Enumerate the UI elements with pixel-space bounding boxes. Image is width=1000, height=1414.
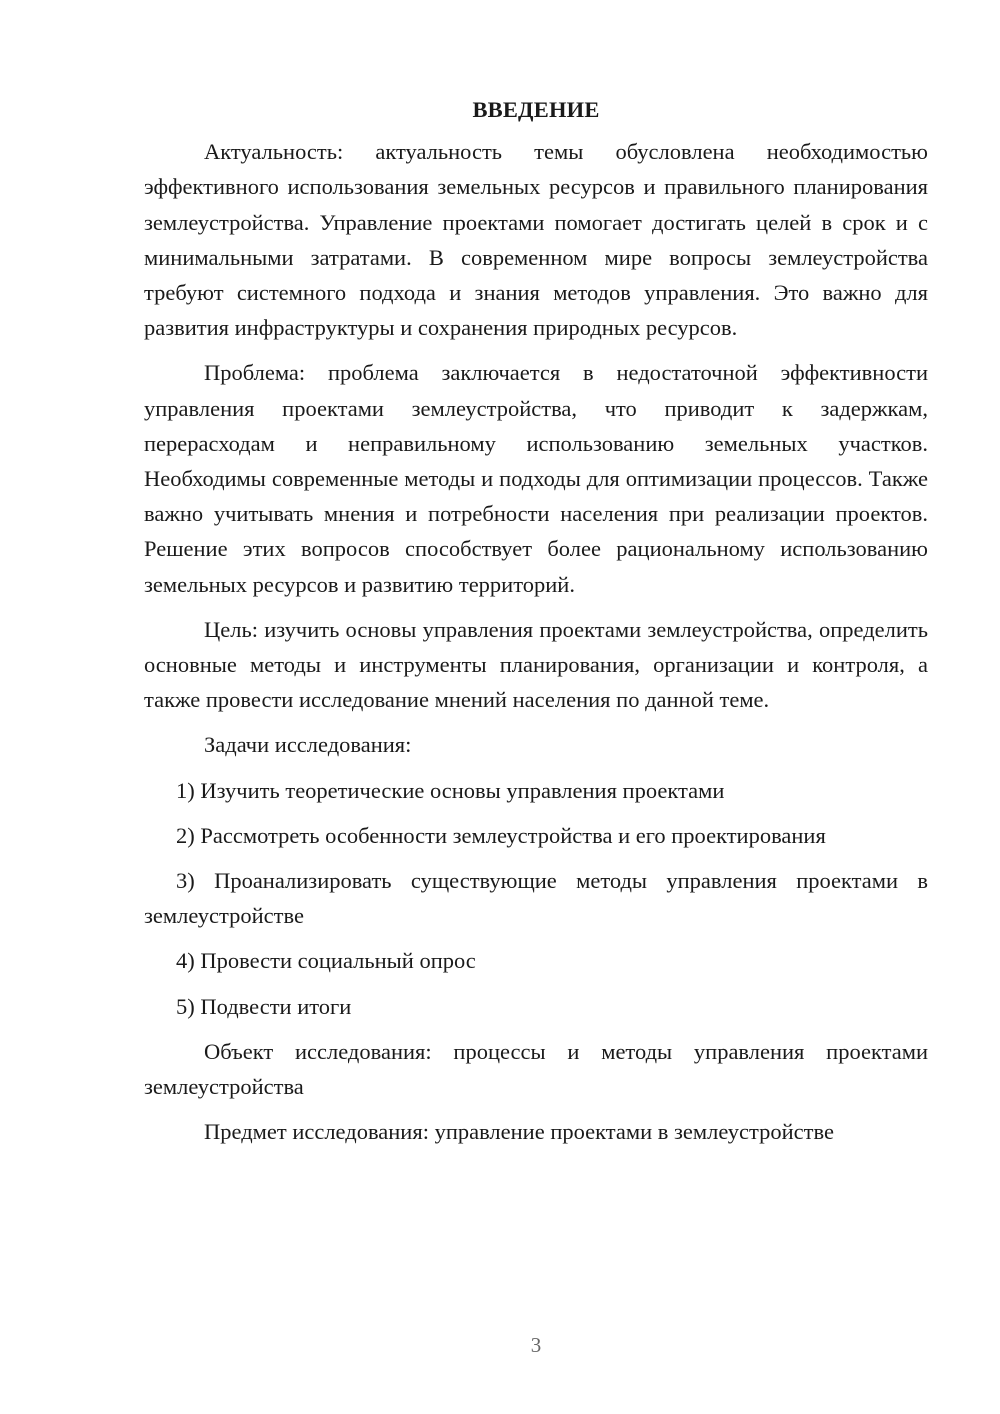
document-page bbox=[144, 92, 928, 1159]
tasks-list bbox=[144, 773, 928, 1024]
goal-paragraph: Цель: изучить основы управления проектами землеустройства, определить основные методы и инструменты планирования, организации и контроля, а также провести исследование мнений населения по данной теме. bbox=[144, 616, 928, 713]
problem-paragraph: Проблема: проблема заключается в недостаточной эффективности управления проектами землеустройства, что приводит к задержкам, перерасходам и неправильному использованию земельных участков. Необходимы современные методы и подходы для оптимизации процессов. Также важно учитывать мнения и потребности населения при реализации проектов. Решение этих вопросов способствует более рациональному использованию земельных ресурсов и развитию территорий. bbox=[144, 360, 928, 597]
task-item: 2) Рассмотреть особенности землеустройства и его проектирования bbox=[176, 822, 826, 848]
task-item: 4) Провести социальный опрос bbox=[176, 948, 476, 974]
relevance-paragraph: Актуальность: актуальность темы обусловлена необходимостью эффективного использования земельных ресурсов и правильного планирования землеустройства. Управление проектами помогает достигать целей в срок и с минимальными затратами. В современном мире вопросы землеустройства требуют системного подхода и знания методов управления. Это важно для развития инфраструктуры и сохранения природных ресурсов. bbox=[144, 139, 928, 341]
task-item: 5) Подвести итоги bbox=[176, 993, 352, 1019]
task-item: 3) Проанализировать существующие методы управления проектами в землеустройстве bbox=[144, 868, 928, 929]
subject-paragraph: Предмет исследования: управление проектами в землеустройстве bbox=[204, 1119, 834, 1145]
document-title: ВВЕДЕНИЕ bbox=[472, 97, 600, 122]
task-item: 1) Изучить теоретические основы управления проектами bbox=[176, 777, 725, 803]
tasks-heading: Задачи исследования: bbox=[204, 732, 412, 758]
page-number: 3 bbox=[530, 1333, 542, 1357]
object-paragraph: Объект исследования: процессы и методы управления проектами землеустройства bbox=[144, 1038, 928, 1100]
